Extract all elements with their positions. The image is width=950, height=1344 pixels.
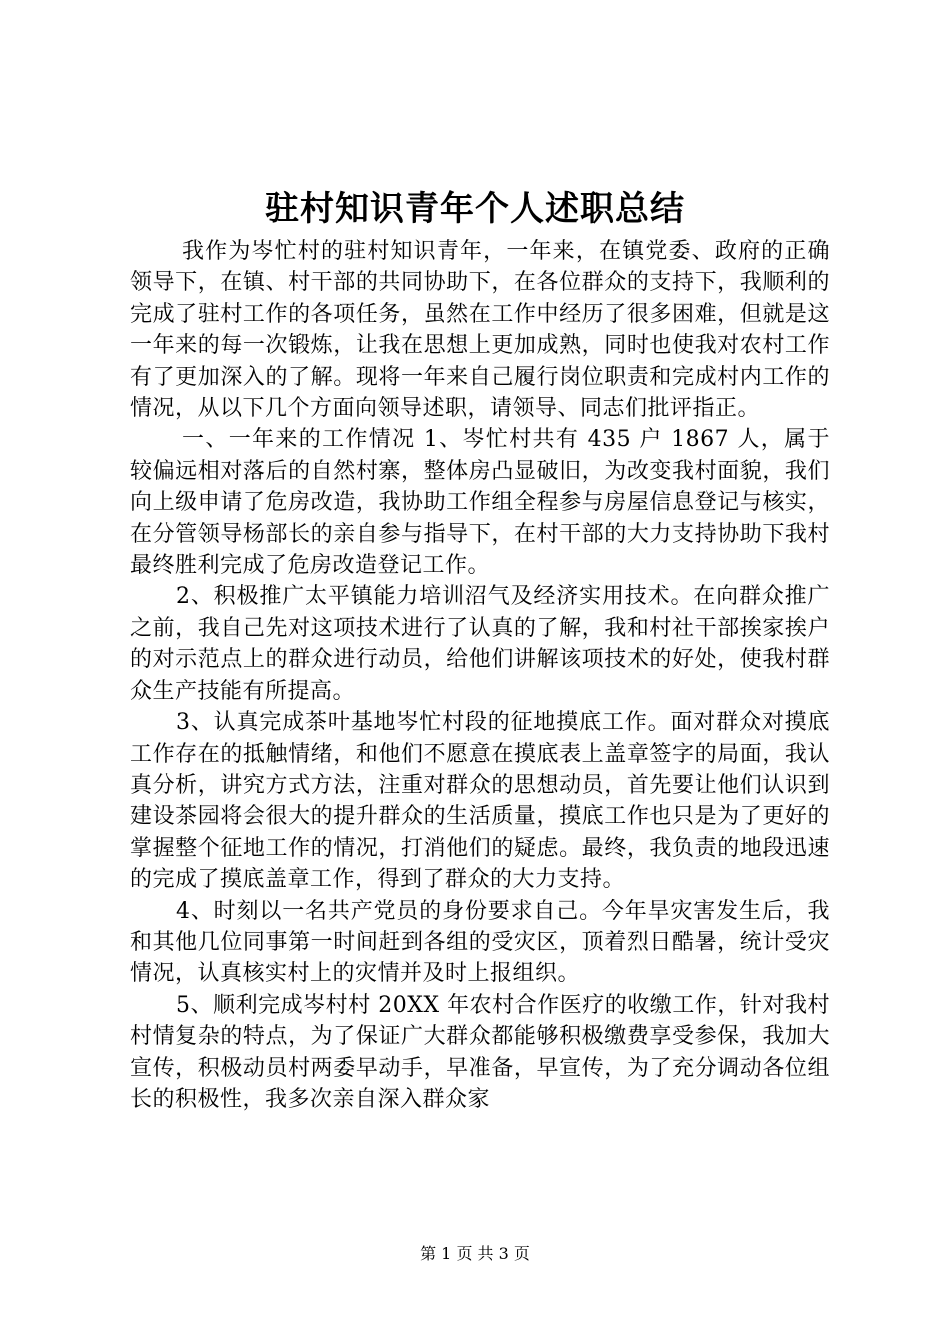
document-title: 驻村知识青年个人述职总结: [265, 189, 685, 229]
paragraph-item-3: 3、认真完成茶叶基地岑忙村段的征地摸底工作。面对群众对摸底工作存在的抵触情绪，和他们不愿意在摸底表上盖章签字的局面，我认真分析，讲究方式方法，注重对群众的思想动员，首先要让他们认识到建设茶园将会很大的提升群众的生活质量，摸底工作也只是为了更好的掌握整个征地工作的情况，打消他们的疑虑。最终，我负责的地段迅速的完成了摸底盖章工作，得到了群众的大力支持。: [130, 710, 830, 893]
document-body: [130, 236, 830, 1115]
paragraph-item-5: 5、顺利完成岑村村 20XX 年农村合作医疗的收缴工作，针对我村村情复杂的特点，为了保证广大群众都能够积极缴费享受参保，我加大宣传，积极动员村两委早动手，早准备，早宣传，为了充分调动各位组长的积极性，我多次亲自深入群众家: [130, 992, 830, 1112]
page-number-footer: 第 1 页 共 3 页: [420, 1244, 530, 1263]
paragraph-intro: 我作为岑忙村的驻村知识青年，一年来，在镇党委、政府的正确领导下，在镇、村干部的共同协助下，在各位群众的支持下，我顺利的完成了驻村工作的各项任务，虽然在工作中经历了很多困难，但就是这一年来的每一次锻炼，让我在思想上更加成熟，同时也使我对农村工作有了更加深入的了解。现将一年来自己履行岗位职责和完成村内工作的情况，从以下几个方面向领导述职，请领导、同志们批评指正。: [130, 239, 830, 422]
paragraph-item-2: 2、积极推广太平镇能力培训沼气及经济实用技术。在向群众推广之前，我自己先对这项技术进行了认真的了解，我和村社干部挨家挨户的对示范点上的群众进行动员，给他们讲解该项技术的好处，使我村群众生产技能有所提高。: [130, 584, 830, 704]
paragraph-section-1: 一、一年来的工作情况 1、岑忙村共有 435 户 1867 人，属于较偏远相对落后的自然村寨，整体房凸显破旧，为改变我村面貌，我们向上级申请了危房改造，我协助工作组全程参与房屋信息登记与核实，在分管领导杨部长的亲自参与指导下，在村干部的大力支持协助下我村最终胜利完成了危房改造登记工作。: [130, 427, 830, 579]
paragraph-item-4: 4、时刻以一名共产党员的身份要求自己。今年旱灾害发生后，我和其他几位同事第一时间赶到各组的受灾区，顶着烈日酷暑，统计受灾情况，认真核实村上的灾情并及时上报组织。: [130, 898, 830, 987]
